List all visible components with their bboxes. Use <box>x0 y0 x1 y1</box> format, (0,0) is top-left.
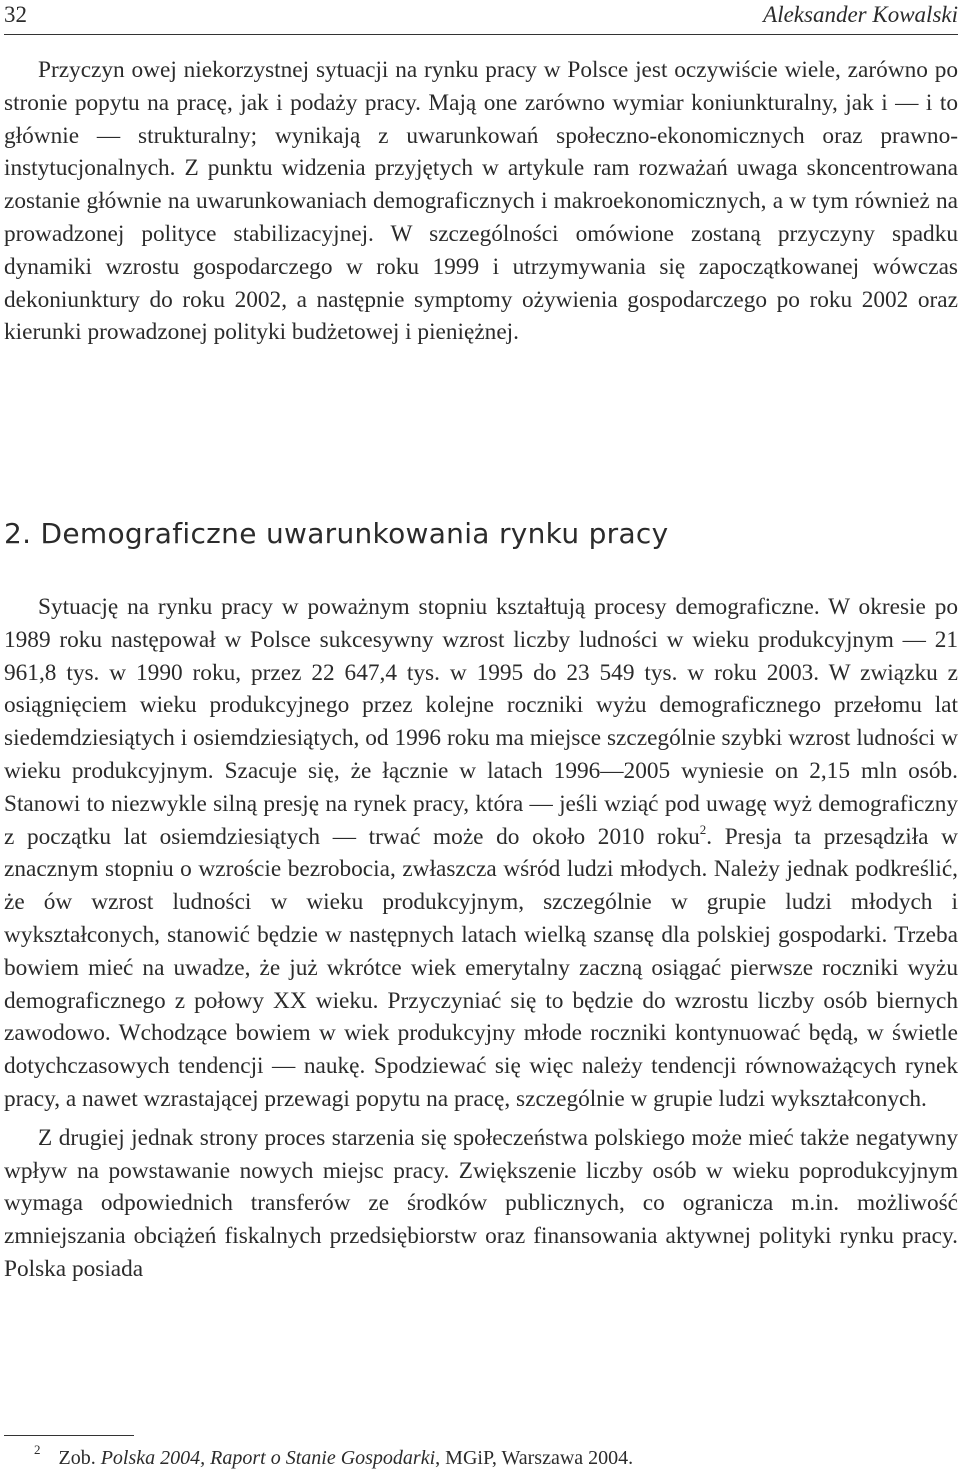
section-paragraph-1 <box>4 591 958 1116</box>
running-head <box>4 0 958 35</box>
paragraph-text: Sytuację na rynku pracy w poważnym stopniu kształtują procesy demograficzne. W okresie po 1989 roku następował w Polsce sukcesywny wzrost liczby ludności w wieku produkcyjnym — 21 961,8 tys. w 1990 roku, przez 22 647,4 tys. w 1995 do 23 549 tys. w roku 2003. W związku z osiągnięciem wieku produkcyjnego przez kolejne roczniki wyżu demograficznego przełomu lat siedemdziesiątych i osiemdziesiątych, od 1996 roku ma miejsce szczególnie szybki wzrost ludności w wieku produkcyjnym. Szacuje się, że łącznie w latach 1996—2005 wyniesie on 2,15 mln osób. Stanowi to niezwykle silną presję na rynek pracy, która — jeśli wziąć pod uwagę wyż demograficzny z początku lat osiemdziesiątych — trwać może do około 2010 roku <box>4 594 958 850</box>
footnote-mark: 2 <box>34 1442 41 1457</box>
footnote-prefix: Zob. <box>58 1447 101 1469</box>
intro-text <box>4 54 958 349</box>
footnote-suffix: , MGiP, Warszawa 2004. <box>435 1447 634 1469</box>
footnote-title: Polska 2004, Raport o Stanie Gospodarki <box>100 1447 436 1469</box>
paragraph-text: . Presja ta przesądziła w znacznym stopniu o wzroście bezrobocia, zwłaszcza wśród ludzi młodych. Należy jednak podkreślić, że ów wzrost ludności w wieku produkcyjnym, szczególnie w grupie ludzi młodych i wykształconych, stanowić będzie w następnych latach wielką szansę dla polskiej gospodarki. Trzeba bowiem mieć na uwadze, że już wkrótce wiek emerytalny zaczną osiągać pierwsze roczniki wyżu demograficznego z połowy XX wieku. Przyczyniać się to będzie do wzrostu liczby osób biernych zawodowo. Wchodzące bowiem w wiek produkcyjny młode roczniki kontynuować będą, w świetle dotychczasowych tendencji — naukę. Spodziewać się więc należy tendencji równoważących rynek pracy, a nawet wzrastającej przewagi popytu na pracę, szczególnie w grupie ludzi wykształconych. <box>4 823 958 1112</box>
footnote <box>4 1443 633 1473</box>
running-head-author: Aleksander Kowalski <box>763 2 958 27</box>
footnote-divider <box>4 1435 134 1436</box>
section-body <box>4 591 958 1286</box>
section-paragraph-2: Z drugiej jednak strony proces starzenia się społeczeństwa polskiego może mieć także negatywny wpływ na powstawanie nowych miejsc pracy. Zwiększenie liczby osób w wieku poprodukcyjnym wymaga odpowiednich transferów ze środków publicznych, co ogranicza m.in. możliwość zmniejszania obciążeń fiskalnych przedsiębiorstw oraz finansowania aktywnej polityki rynku pracy. Polska posiada <box>4 1124 958 1282</box>
section-heading: 2. Demograficzne uwarunkowania rynku pracy <box>4 517 669 550</box>
intro-paragraph: Przyczyn owej niekorzystnej sytuacji na rynku pracy w Polsce jest oczywiście wiele, zarówno po stronie popytu na pracę, jak i podaży pracy. Mają one zarówno wymiar koniunkturalny, jak i — i to głównie — strukturalny; wynikają z uwarunkowań społeczno-ekonomicznych oraz prawno-instytucjonalnych. Z punktu widzenia przyjętych w artykule ram rozważań uwaga skoncentrowana zostanie głównie na uwarunkowaniach demograficznych i makroekonomicznych, a w tym również na prowadzonej polityce stabilizacyjnej. W szczególności omówione zostaną przyczyny spadku dynamiki wzrostu gospodarczego w roku 1999 i utrzymywania się zapoczątkowanej wówczas dekoniunktury do roku 2002, a następnie symptomy ożywienia gospodarczego po roku 2002 oraz kierunki prowadzonej polityki budżetowej i pieniężnej. <box>4 57 958 346</box>
footnote-reference: 2 <box>699 821 707 837</box>
page-number: 32 <box>4 2 27 27</box>
